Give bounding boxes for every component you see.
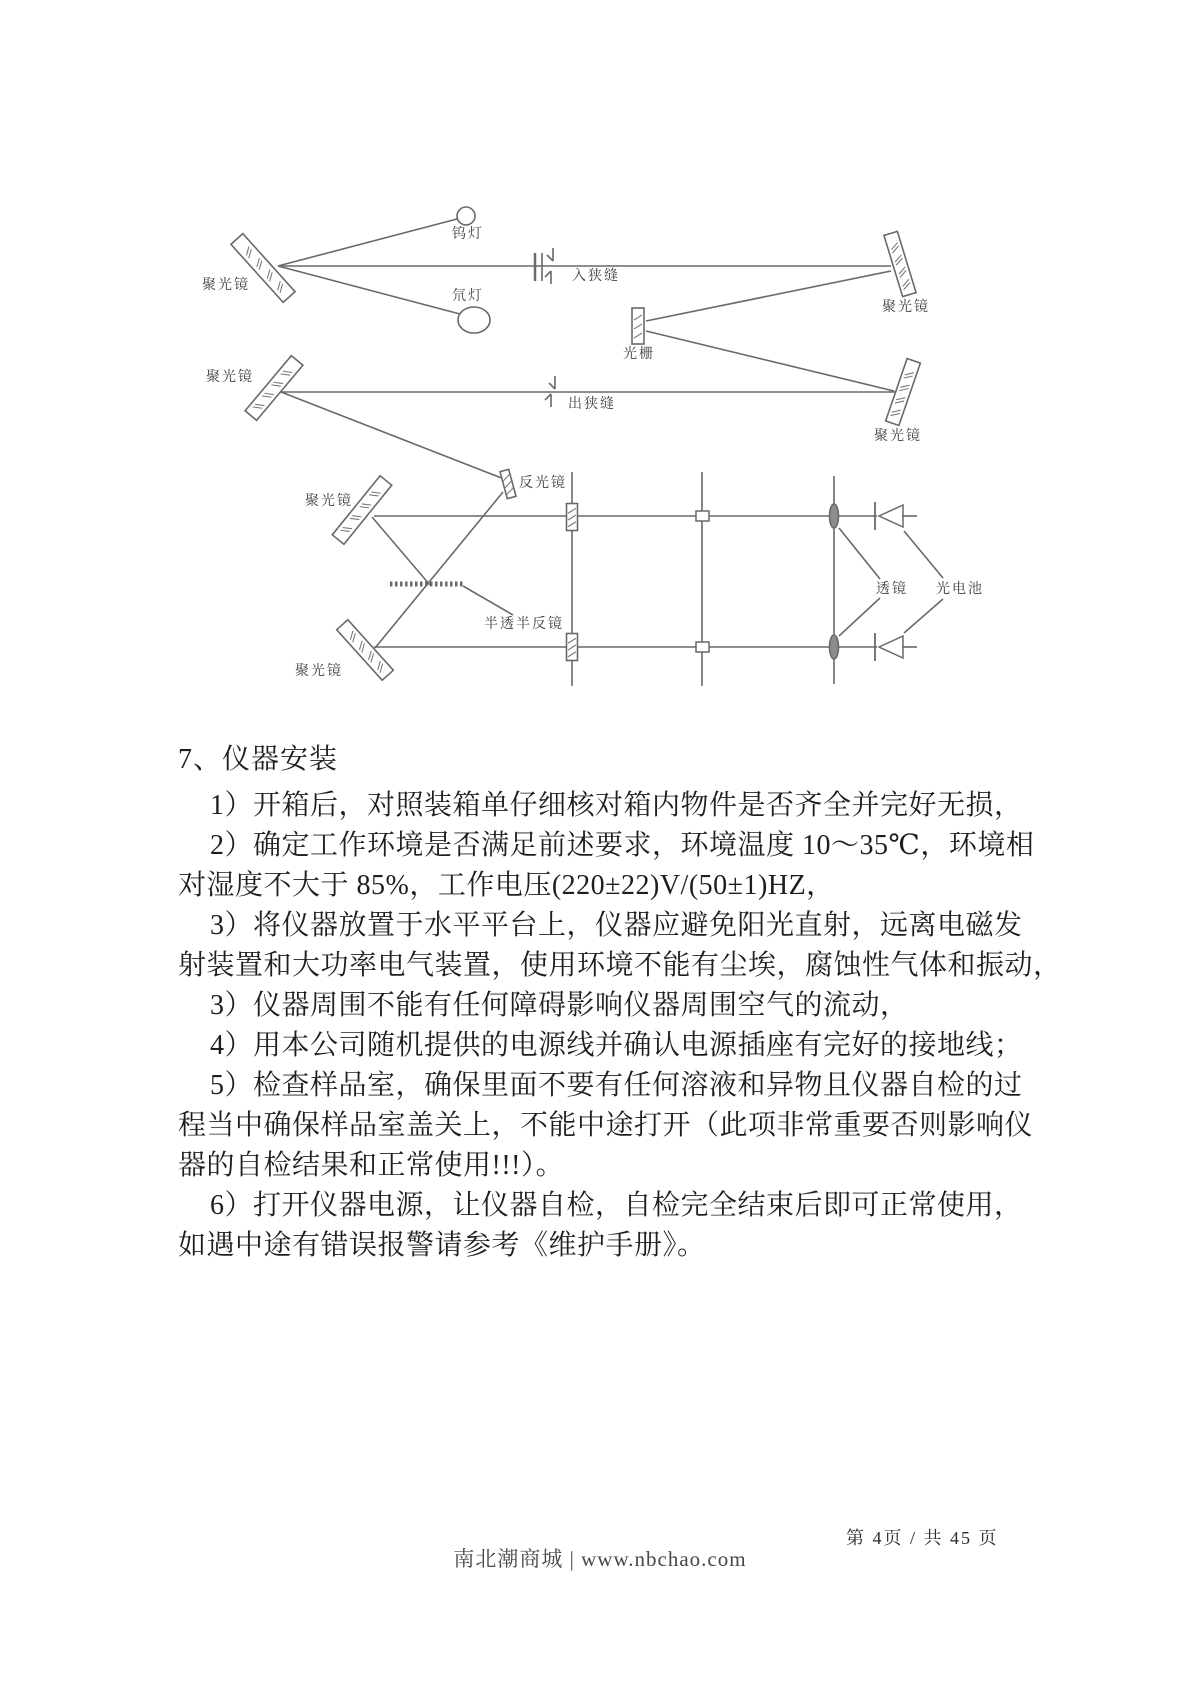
sample-cell-2 — [567, 634, 578, 661]
label-condenser-5: 聚光镜 — [305, 494, 353, 509]
body-line: 1）开箱后，对照装箱单仔细核对箱内物件是否齐全并完好无损， — [210, 790, 1023, 821]
condenser-mirror-2 — [884, 231, 916, 296]
tungsten-lamp-circle — [457, 207, 475, 225]
body-line: 4）用本公司随机提供的电源线并确认电源插座有完好的接地线； — [210, 1030, 1023, 1061]
label-grating: 光栅 — [623, 347, 655, 362]
cuvette-2 — [696, 642, 709, 652]
body-line: 6）打开仪器电源，让仪器自检，自检完全结束后即可正常使用， — [210, 1190, 1023, 1221]
label-deuterium-lamp: 氘灯 — [452, 289, 484, 304]
condenser-mirror-5-body — [332, 476, 391, 545]
condenser-mirror-5 — [332, 476, 391, 545]
deuterium-lamp-circle — [458, 307, 490, 333]
beam-line — [278, 219, 457, 266]
body-line: 对湿度不大于 85%，工作电压(220±22)V/(50±1)HZ， — [178, 870, 835, 901]
reflector-mirror — [500, 469, 516, 498]
beam-line — [904, 599, 943, 633]
beam-line — [372, 517, 430, 585]
label-condenser-2: 聚光镜 — [882, 300, 930, 315]
label-condenser-3: 聚光镜 — [206, 370, 254, 385]
photocell-1 — [875, 502, 903, 530]
beam-line — [646, 271, 891, 321]
condenser-mirror-6 — [337, 620, 394, 681]
label-condenser-1: 聚光镜 — [202, 278, 250, 293]
lens-1 — [830, 504, 839, 528]
body-line: 器的自检结果和正常使用!!!）。 — [178, 1150, 564, 1181]
beam-line — [839, 598, 880, 636]
watermark: 南北潮商城 | www.nbchao.com — [453, 1547, 747, 1571]
beam-line — [545, 271, 551, 277]
beam-line — [549, 383, 555, 389]
photocell-2 — [875, 633, 903, 661]
photocell-2-triangle — [879, 636, 903, 658]
label-condenser-6: 聚光镜 — [295, 664, 343, 679]
condenser-mirror-2-body — [884, 231, 916, 296]
grating — [632, 308, 644, 344]
beam-line — [547, 255, 553, 261]
body-line: 3）将仪器放置于水平平台上，仪器应避免阳光直射，远离电磁发 — [210, 910, 1023, 941]
label-condenser-4: 聚光镜 — [874, 429, 922, 444]
body-line: 3）仪器周围不能有任何障碍影响仪器周围空气的流动， — [210, 990, 909, 1021]
label-lens: 透镜 — [876, 582, 908, 597]
cuvette-1 — [696, 511, 709, 521]
condenser-mirror-3 — [245, 356, 303, 421]
section-lines — [178, 786, 1062, 1266]
section-body-text — [178, 742, 1062, 1266]
label-reflector: 反光镜 — [519, 476, 567, 491]
beam-line — [839, 528, 880, 579]
label-entrance-slit: 入狭缝 — [572, 269, 620, 284]
body-line: 程当中确保样品室盖关上，不能中途打开（此项非常重要否则影响仪 — [178, 1110, 1034, 1141]
condenser-mirror-6-body — [337, 620, 394, 681]
beam-line — [463, 586, 513, 615]
photocell-1-triangle — [879, 505, 903, 527]
condenser-mirror-3-body — [245, 356, 303, 421]
beam-line — [646, 331, 894, 391]
body-line: 2）确定工作环境是否满足前述要求，环境温度 10～35℃，环境相 — [210, 830, 1035, 861]
body-line: 如遇中途有错误报警请参考《维护手册》。 — [178, 1230, 706, 1261]
label-half-mirror: 半透半反镜 — [484, 617, 564, 632]
label-tungsten-lamp: 钨灯 — [452, 227, 484, 242]
beam-line — [904, 531, 943, 578]
label-photocell: 光电池 — [936, 582, 984, 597]
body-line: 5）检查样品室，确保里面不要有任何溶液和异物且仪器自检的过 — [210, 1070, 1023, 1101]
beam-line — [545, 394, 551, 400]
label-exit-slit: 出狭缝 — [568, 397, 616, 412]
beam-line — [281, 392, 504, 479]
sample-cell-1 — [567, 504, 578, 531]
beam-line — [278, 266, 460, 314]
body-line: 射装置和大功率电气装置，使用环境不能有尘埃，腐蚀性气体和振动， — [178, 950, 1062, 981]
page-number: 第 4页 / 共 45 页 — [846, 1528, 999, 1548]
section-heading: 7、仪器安装 — [178, 744, 339, 775]
lens-2 — [830, 635, 839, 659]
